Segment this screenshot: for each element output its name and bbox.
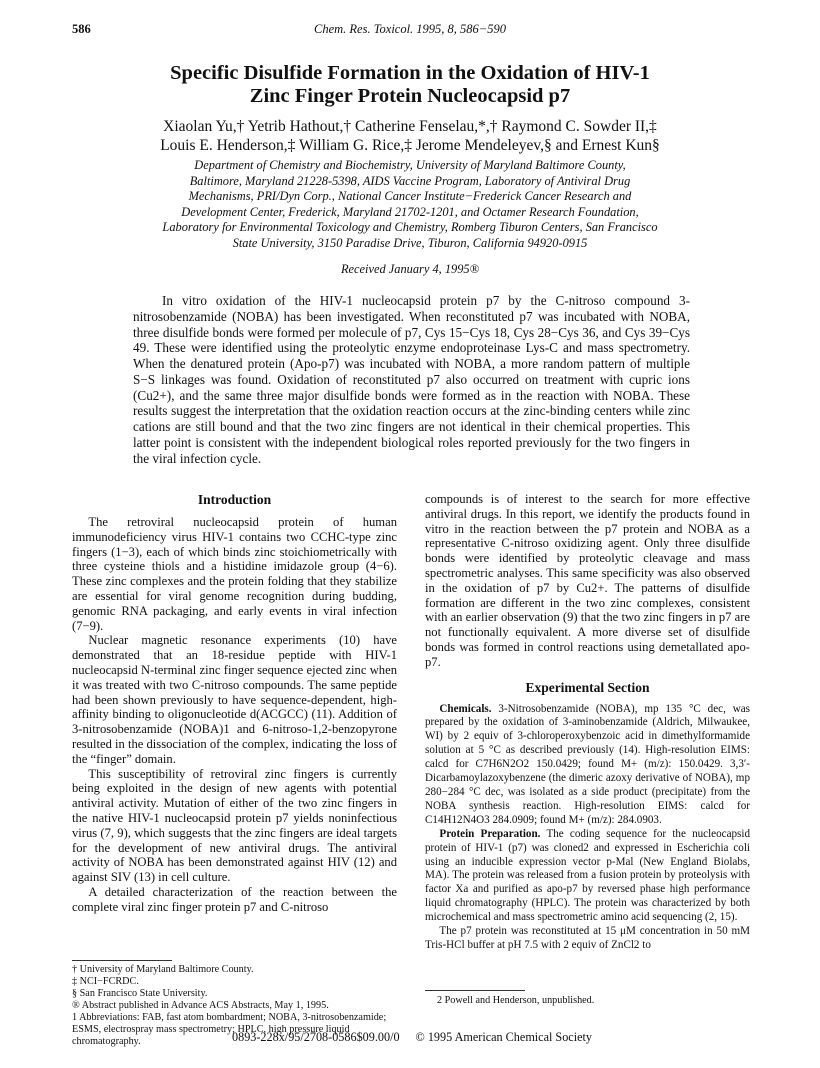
author-list <box>60 117 760 155</box>
affiliation-line: Baltimore, Maryland 21228-5398, AIDS Vaccine Program, Laboratory of Antiviral Drug <box>189 173 631 188</box>
page-footer <box>232 1030 592 1045</box>
affiliation-line: Development Center, Frederick, Maryland 21702-1201, and Octamer Research Foundation, <box>181 204 639 219</box>
running-header <box>72 22 748 38</box>
abstract: In vitro oxidation of the HIV-1 nucleocapsid protein p7 by the C-nitroso compound 3-nitrosobenzamide (NOBA) has been investigated. When reconstituted p7 was incubated with NOBA, three disulfide bonds were formed per molecule of p7, Cys 15−Cys 18, Cys 28−Cys 36, and Cys 39−Cys 49. These were identified using the proteolytic enzyme endoproteinase Lys-C and mass spectrometry. When the denatured protein (Apo-p7) was incubated with NOBA, a more random pattern of multiple S−S linkages was found. Oxidation of reconstituted p7 also occurred on treatment with cupric ions (Cu2+), and the same three major disulfide bonds were formed as in the reaction with NOBA. These results suggest the interpretation that the oxidation reaction occurs at the zinc-binding centers while zinc cations are still bound and that the two zinc fingers are not identical in their chemical properties. This latter point is consistent with the independent biological roles reported previously for the two fingers in the viral infection cycle. <box>133 293 690 466</box>
intro-paragraph: A detailed characterization of the reaction between the complete viral zinc finger protein p7 and C-nitroso <box>72 884 397 914</box>
chemicals-text: 3-Nitrosobenzamide (NOBA), mp 135 °C dec, was prepared by the oxidation of 3-aminobenzamide (Aldrich, Milwaukee, WI) by 2 equiv of 3-chloroperoxybenzoic acid in dimethylformamide solution at 5 °C as described previously (14). High-resolution EIMS: calcd for C7H6N2O2 150.0429; found M+ (m/z): 150.0429. 3,3′-Dicarbamoylazoxybenzene (the dimeric azoxy derivative of NOBA), mp 280−284 °C dec, was isolated as a side product (precipitate) from the NOBA synthesis reaction. High-resolution EIMS: calcd for C14H12N4O3 284.0909; found M+ (m/z): 284.0903. <box>425 702 750 826</box>
introduction-heading: Introduction <box>197 492 272 507</box>
p7-paragraph: The p7 protein was reconstituted at 15 μM concentration in 50 mM Tris-HCl buffer at pH 7.5 with 2 equiv of ZnCl2 to <box>425 925 750 951</box>
affiliation-line: Department of Chemistry and Biochemistry, University of Maryland Baltimore County, <box>194 158 626 172</box>
intro-paragraph: The retroviral nucleocapsid protein of human immunodeficiency virus HIV-1 contains two CCHC-type zinc fingers (1−3), each of which binds zinc stoichiometrically with three cysteine thiols and a histidine imidazole group (4−6). These zinc complexes and the protein folding that they stabilize are essential for viral genome recognition during budding, genomic RNA packaging, and early events in viral infection (7−9). <box>72 515 397 633</box>
protein-paragraph <box>425 828 750 925</box>
page-number: 586 <box>72 22 91 36</box>
journal-reference: Chem. Res. Toxicol. 1995, 8, 586−590 <box>314 22 506 36</box>
received-date: Received January 4, 1995® <box>340 262 480 276</box>
author-line: Xiaolan Yu,† Yetrib Hathout,† Catherine Fenselau,*,† Raymond C. Sowder II,‡ <box>163 118 657 135</box>
footnote-rule <box>425 990 525 991</box>
affiliations <box>100 158 720 252</box>
footnote-rule <box>72 960 172 961</box>
footnote: † University of Maryland Baltimore County. <box>72 964 254 975</box>
article-code: 0893-228x/95/2708-0586$09.00/0 <box>232 1030 400 1044</box>
intro-paragraph: Nuclear magnetic resonance experiments (10) have demonstrated that an 18-residue peptide with HIV-1 nucleocapsid N-terminal zinc finger sequence ejected zinc when it was treated with two C-nitroso compounds. The same peptide had been shown previously to have sequence-dependent, high-affinity binding to oligonucleotide d(ACGCC) (11). Addition of 3-nitrosobenzamide (NOBA)1 and 6-nitroso-1,2-benzopyrone resulted in the dissociation of the complex, indicating the loss of the “finger” domain. <box>72 633 397 766</box>
protein-runin: Protein Preparation. <box>439 827 541 840</box>
footnote: 1 Abbreviations: FAB, fast atom bombardment; NOBA, 3-nitrosobenzamide; ESMS, electrospray mass spectrometry; HPLC, high pressure liquid chromatography. <box>72 1012 387 1047</box>
copyright: © 1995 American Chemical Society <box>415 1030 592 1044</box>
affiliation-line: State University, 3150 Paradise Drive, Tiburon, California 94920-0915 <box>232 235 588 250</box>
title-line: Zinc Finger Protein Nucleocapsid p7 <box>249 85 571 107</box>
article-title <box>60 62 760 108</box>
affiliation-line: Laboratory for Environmental Toxicology and Chemistry, Romberg Tiburon Centers, San Francisco <box>162 220 658 235</box>
title-line: Specific Disulfide Formation in the Oxidation of HIV-1 <box>170 62 650 84</box>
footnotes-right <box>437 995 750 1007</box>
chemicals-runin: Chemicals. <box>439 702 492 715</box>
author-line: Louis E. Henderson,‡ William G. Rice,‡ Jerome Mendeleyev,§ and Ernest Kun§ <box>160 137 660 154</box>
chemicals-paragraph <box>425 703 750 828</box>
intro-continued-paragraph: compounds is of interest to the search for more effective antiviral drugs. In this report, we identify the products found in vitro in the reaction between the p7 protein and NOBA as a representative C-nitroso oxidizing agent. Only three disulfide bonds were identified by proteolytic cleavage and mass spectrometric analyses. This same specificity was also observed in the oxidation of p7 by Cu2+. The patterns of disulfide formation are different in the two zinc complexes, consistent with an earlier observation (9) that the two zinc fingers in p7 are not functionally equivalent. A more diverse set of disulfide bonds was formed in control reactions using demetallated apo-p7. <box>425 492 750 669</box>
affiliation-line: Mechanisms, PRI/Dyn Corp., National Cancer Institute−Frederick Cancer Research and <box>188 189 632 204</box>
footnote: ® Abstract published in Advance ACS Abstracts, May 1, 1995. <box>72 1000 329 1011</box>
footnote: ‡ NCI−FCRDC. <box>72 976 139 987</box>
footnote: § San Francisco State University. <box>72 988 208 999</box>
right-column <box>425 492 750 953</box>
experimental-heading: Experimental Section <box>525 679 650 695</box>
footnote: 2 Powell and Henderson, unpublished. <box>437 995 595 1006</box>
left-column <box>72 492 397 915</box>
intro-paragraph: This susceptibility of retroviral zinc fingers is currently being exploited in the design of new agents with potential antiviral activity. Mutation of either of the two zinc fingers in the native HIV-1 nucleocapsid protein p7 yields noninfectious virus (7, 9), which suggests that the zinc fingers are ideal targets for the development of new antiviral drugs. The antiviral activity of NOBA has been demonstrated against HIV (12) and against SIV (13) in cell culture. <box>72 766 397 885</box>
protein-text: The coding sequence for the nucleocapsid protein of HIV-1 (p7) was cloned2 and expressed in Escherichia coli using an inducible expression vector p-Mal (New England Biolabs, MA). The protein was released from a fusion protein by proteolysis with factor Xa and purified as apo-p7 by reversed phase high performance liquid chromatography (HPLC). The protein was characterized by both microchemical and mass spectrometric amino acid sequencing (2, 15). <box>425 827 750 924</box>
